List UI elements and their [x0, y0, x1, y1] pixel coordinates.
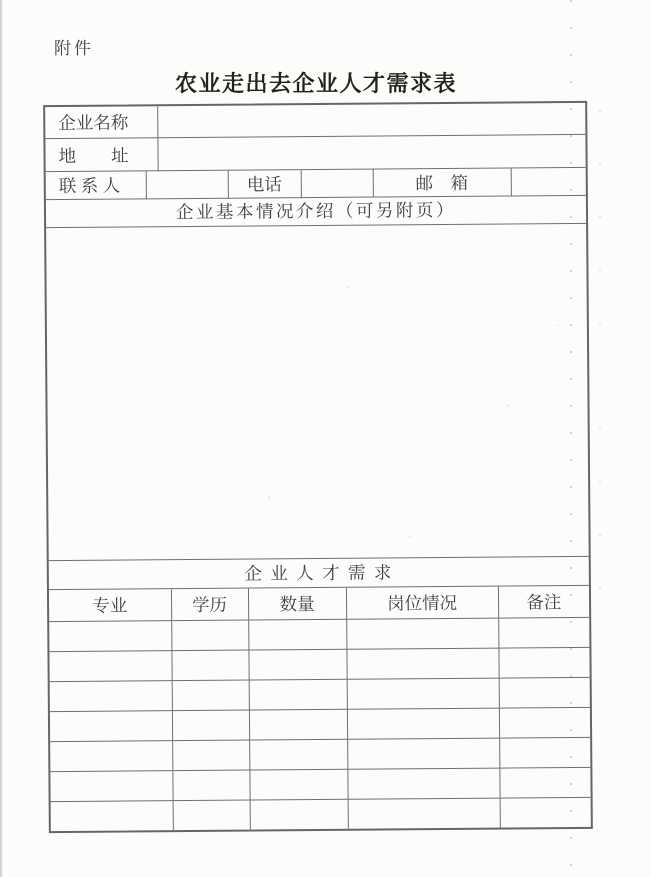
talent-empty-row — [50, 737, 590, 771]
email-label: 邮 箱 — [373, 168, 511, 197]
talent-empty-cell — [51, 801, 173, 831]
address-label: 地 址 — [45, 138, 157, 172]
company-name-value-cell — [157, 103, 585, 138]
talent-empty-row — [50, 707, 590, 741]
talent-empty-cell — [347, 708, 499, 739]
intro-section-header: 企业基本情况介绍（可另附页） — [46, 196, 586, 228]
talent-empty-row — [49, 617, 589, 651]
company-name-label: 企业名称 — [45, 106, 157, 138]
talent-empty-cell — [172, 710, 249, 741]
attachment-label: 附件 — [54, 39, 94, 58]
talent-empty-cell — [50, 771, 172, 802]
talent-empty-cell — [172, 680, 249, 711]
address-value-cell — [157, 134, 585, 170]
talent-empty-cell — [347, 738, 499, 769]
contact-row — [46, 168, 586, 200]
talent-empty-row — [51, 797, 591, 831]
talent-empty-cell — [499, 707, 590, 738]
talent-empty-cell — [172, 740, 249, 771]
talent-col-quantity: 数量 — [248, 588, 346, 620]
talent-empty-cell — [498, 647, 589, 678]
talent-empty-cell — [248, 649, 346, 680]
talent-empty-cell — [172, 770, 249, 801]
talent-empty-cell — [347, 678, 499, 709]
company-name-row — [45, 103, 585, 139]
talent-empty-cell — [249, 679, 347, 710]
talent-empty-cell — [348, 798, 500, 829]
talent-empty-cell — [346, 648, 498, 679]
contact-value-cell — [146, 171, 228, 199]
talent-empty-row — [50, 677, 590, 711]
scan-speck-line-2 — [599, 110, 601, 610]
talent-col-position: 岗位情况 — [346, 587, 498, 620]
talent-empty-cell — [173, 800, 250, 830]
form-title: 农业走出去企业人才需求表 — [174, 71, 457, 96]
intro-blank-area — [46, 224, 589, 561]
talent-empty-cell — [498, 617, 589, 648]
talent-empty-cell — [50, 681, 172, 712]
talent-col-education: 学历 — [171, 589, 248, 621]
company-info-table — [45, 103, 585, 172]
talent-empty-cell — [50, 711, 172, 742]
talent-empty-cell — [171, 620, 248, 651]
talent-col-remarks: 备注 — [498, 586, 589, 618]
talent-empty-cell — [248, 619, 346, 650]
talent-empty-cell — [499, 767, 590, 798]
talent-col-major: 专业 — [49, 589, 171, 621]
scan-edge-shadow — [0, 0, 3, 877]
contact-label: 联 系 人 — [46, 171, 146, 199]
talent-empty-cell — [347, 768, 499, 799]
talent-empty-cell — [250, 799, 348, 829]
talent-empty-cell — [49, 621, 171, 652]
form-table — [43, 101, 593, 833]
talent-empty-cell — [249, 739, 347, 770]
email-value-cell — [511, 168, 586, 196]
talent-table — [49, 586, 591, 831]
scan-speck-line — [570, 0, 572, 877]
address-row — [45, 134, 585, 171]
talent-empty-cell — [50, 741, 172, 772]
talent-empty-cell — [499, 677, 590, 708]
talent-table-header-row — [49, 586, 589, 622]
talent-empty-cell — [49, 651, 171, 682]
talent-empty-cell — [500, 797, 591, 827]
talent-empty-row — [50, 767, 590, 801]
phone-value-cell — [301, 170, 373, 198]
talent-empty-cell — [499, 737, 590, 768]
contact-info-table — [46, 168, 586, 200]
talent-empty-row — [49, 647, 589, 681]
phone-label: 电话 — [228, 170, 301, 198]
talent-empty-cell — [249, 709, 347, 740]
talent-section-header: 企 业 人 才 需 求 — [49, 557, 589, 590]
talent-empty-cell — [171, 650, 248, 681]
talent-table-body — [49, 617, 591, 831]
talent-empty-cell — [249, 769, 347, 800]
talent-empty-cell — [346, 618, 498, 649]
